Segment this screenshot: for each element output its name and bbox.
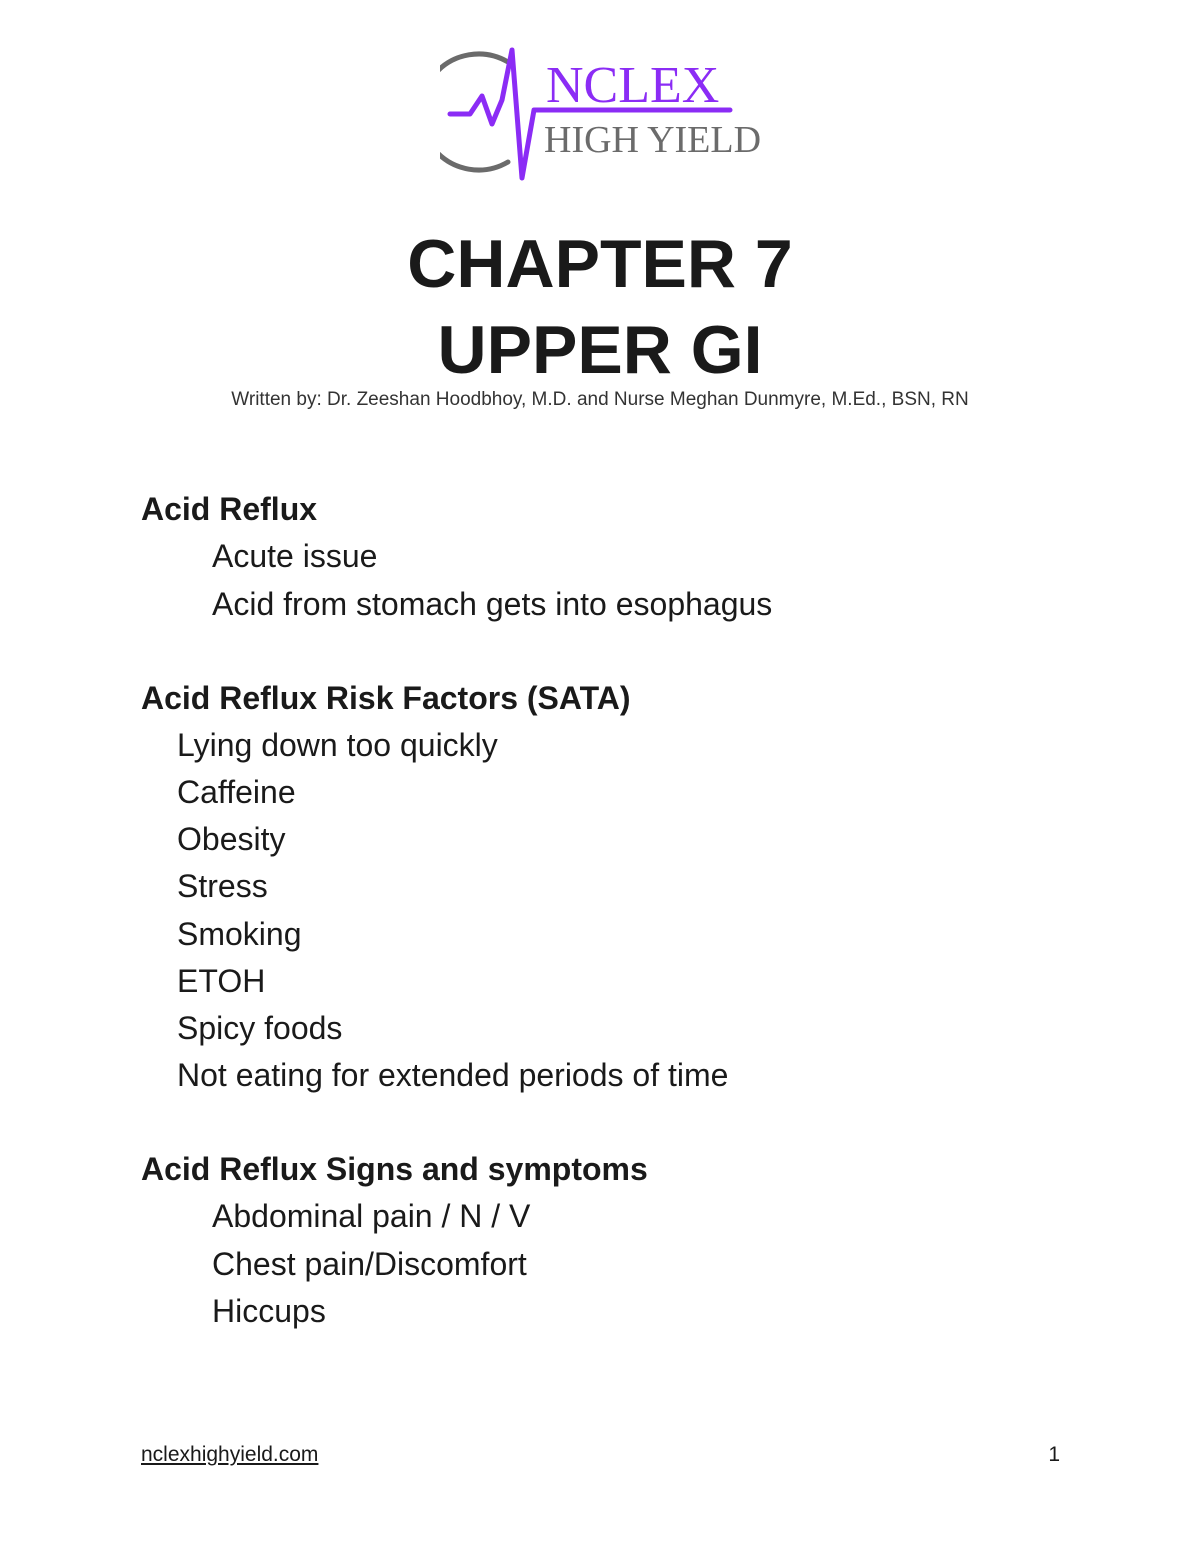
list-item: Acute issue: [212, 538, 378, 574]
list-item: Spicy foods: [177, 1010, 343, 1046]
list-item: Obesity: [177, 821, 286, 857]
list-item: Lying down too quickly: [177, 727, 498, 763]
section-heading-risk-factors: Acid Reflux Risk Factors (SATA): [141, 680, 631, 716]
logo-text-nclex: NCLEX: [546, 57, 720, 114]
nclex-high-yield-logo: [440, 40, 770, 190]
logo-graphic: [440, 40, 770, 190]
list-item: Hiccups: [212, 1293, 326, 1329]
topic-title: UPPER GI: [437, 312, 763, 388]
author-byline: Written by: Dr. Zeeshan Hoodbhoy, M.D. and Nurse Meghan Dunmyre, M.Ed., BSN, RN: [231, 389, 969, 410]
list-item: Stress: [177, 868, 268, 904]
list-item: Chest pain/Discomfort: [212, 1246, 527, 1282]
chapter-title: CHAPTER 7: [407, 226, 793, 302]
list-item: Abdominal pain / N / V: [212, 1198, 531, 1234]
list-item: Acid from stomach gets into esophagus: [212, 586, 773, 622]
list-item: Not eating for extended periods of time: [177, 1057, 729, 1093]
list-item: ETOH: [177, 963, 266, 999]
section-heading-signs-symptoms: Acid Reflux Signs and symptoms: [141, 1151, 648, 1187]
section-heading-acid-reflux: Acid Reflux: [141, 491, 318, 527]
footer-website-link[interactable]: nclexhighyield.com: [141, 1443, 319, 1466]
list-item: Caffeine: [177, 774, 296, 810]
page-number: 1: [1048, 1443, 1060, 1466]
logo-text-high-yield: HIGH YIELD: [544, 119, 762, 161]
list-item: Smoking: [177, 916, 302, 952]
